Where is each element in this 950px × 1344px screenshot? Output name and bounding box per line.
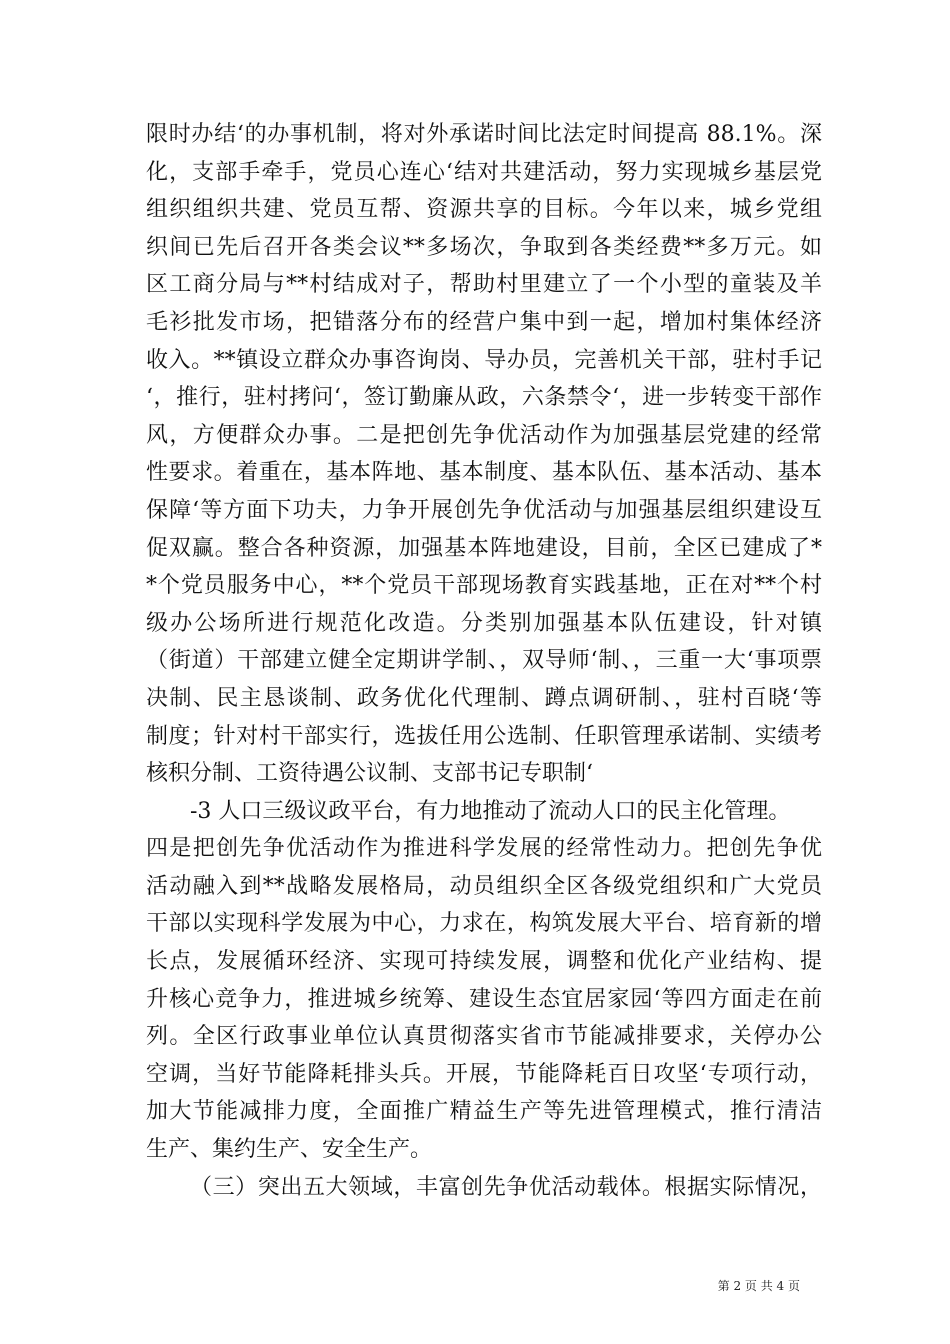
text-line: 制度；针对村干部实行，选拔任用公选制、任职管理承诺制、实绩考 bbox=[146, 723, 822, 749]
text-line: 保障‘等方面下功夫，力争开展创先争优活动与加强基层组织建设互 bbox=[146, 497, 822, 523]
text-line: 级办公场所进行规范化改造。分类别加强基本队伍建设，针对镇 bbox=[146, 610, 822, 636]
text-line: 毛衫批发市场，把错落分布的经营户集中到一起，增加村集体经济 bbox=[146, 309, 822, 335]
text-line: 加大节能减排力度，全面推广精益生产等先进管理模式，推行清洁 bbox=[146, 1099, 822, 1125]
text-line: 列。全区行政事业单位认真贯彻落实省市节能减排要求，关停办公 bbox=[146, 1024, 822, 1050]
text-line: -3 人口三级议政平台，有力地推动了流动人口的民主化管理。 bbox=[190, 798, 791, 824]
text-line: 织间已先后召开各类会议**多场次，争取到各类经费**多万元。如 bbox=[146, 234, 822, 260]
text-line: 性要求。着重在，基本阵地、基本制度、基本队伍、基本活动、基本 bbox=[146, 460, 822, 486]
text-line: 干部以实现科学发展为中心，力求在，构筑发展大平台、培育新的增 bbox=[146, 911, 822, 937]
text-line: （街道）干部建立健全定期讲学制、，双导师‘制、，三重一大‘事项票 bbox=[146, 648, 822, 674]
text-line: 核积分制、工资待遇公议制、支部书记专职制‘ bbox=[146, 761, 593, 787]
text-line: 长点，发展循环经济、实现可持续发展，调整和优化产业结构、提 bbox=[146, 949, 822, 975]
text-line: *个党员服务中心，**个党员干部现场教育实践基地，正在对**个村 bbox=[146, 573, 822, 599]
text-line: 空调，当好节能降耗排头兵。开展，节能降耗百日攻坚‘专项行动， bbox=[146, 1061, 822, 1087]
text-line: 组织组织共建、党员互帮、资源共享的目标。今年以来，城乡党组 bbox=[146, 197, 822, 223]
text-line: 活动融入到**战略发展格局，动员组织全区各级党组织和广大党员 bbox=[146, 873, 822, 899]
text-line: 生产、集约生产、安全生产。 bbox=[146, 1137, 433, 1163]
document-body bbox=[146, 116, 822, 1206]
text-line: 风，方便群众办事。二是把创先争优活动作为加强基层党建的经常 bbox=[146, 422, 822, 448]
text-line: 收入。**镇设立群众办事咨询岗、导办员，完善机关干部，驻村手记 bbox=[146, 347, 822, 373]
text-line: 限时办结‘的办事机制，将对外承诺时间比法定时间提高 88.1%。深 bbox=[146, 122, 822, 147]
text-line: 区工商分局与**村结成对子，帮助村里建立了一个小型的童装及羊 bbox=[146, 272, 822, 298]
text-line: ‘，推行，驻村拷问‘，签订勤廉从政，六条禁令‘，进一步转变干部作 bbox=[146, 385, 822, 411]
text-line: （三）突出五大领域，丰富创先争优活动载体。根据实际情况， bbox=[190, 1174, 822, 1200]
text-line: 促双赢。整合各种资源，加强基本阵地建设，目前，全区已建成了* bbox=[146, 535, 822, 561]
text-line: 决制、民主恳谈制、政务优化代理制、蹲点调研制、，驻村百晓‘等 bbox=[146, 685, 822, 711]
text-line: 升核心竞争力，推进城乡统筹、建设生态宜居家园‘等四方面走在前 bbox=[146, 986, 822, 1012]
text-line: 化，支部手牵手，党员心连心‘结对共建活动，努力实现城乡基层党 bbox=[146, 159, 822, 185]
page-number-footer: 第 2 页 共 4 页 bbox=[717, 1279, 800, 1293]
text-line: 四是把创先争优活动作为推进科学发展的经常性动力。把创先争优 bbox=[146, 836, 822, 862]
